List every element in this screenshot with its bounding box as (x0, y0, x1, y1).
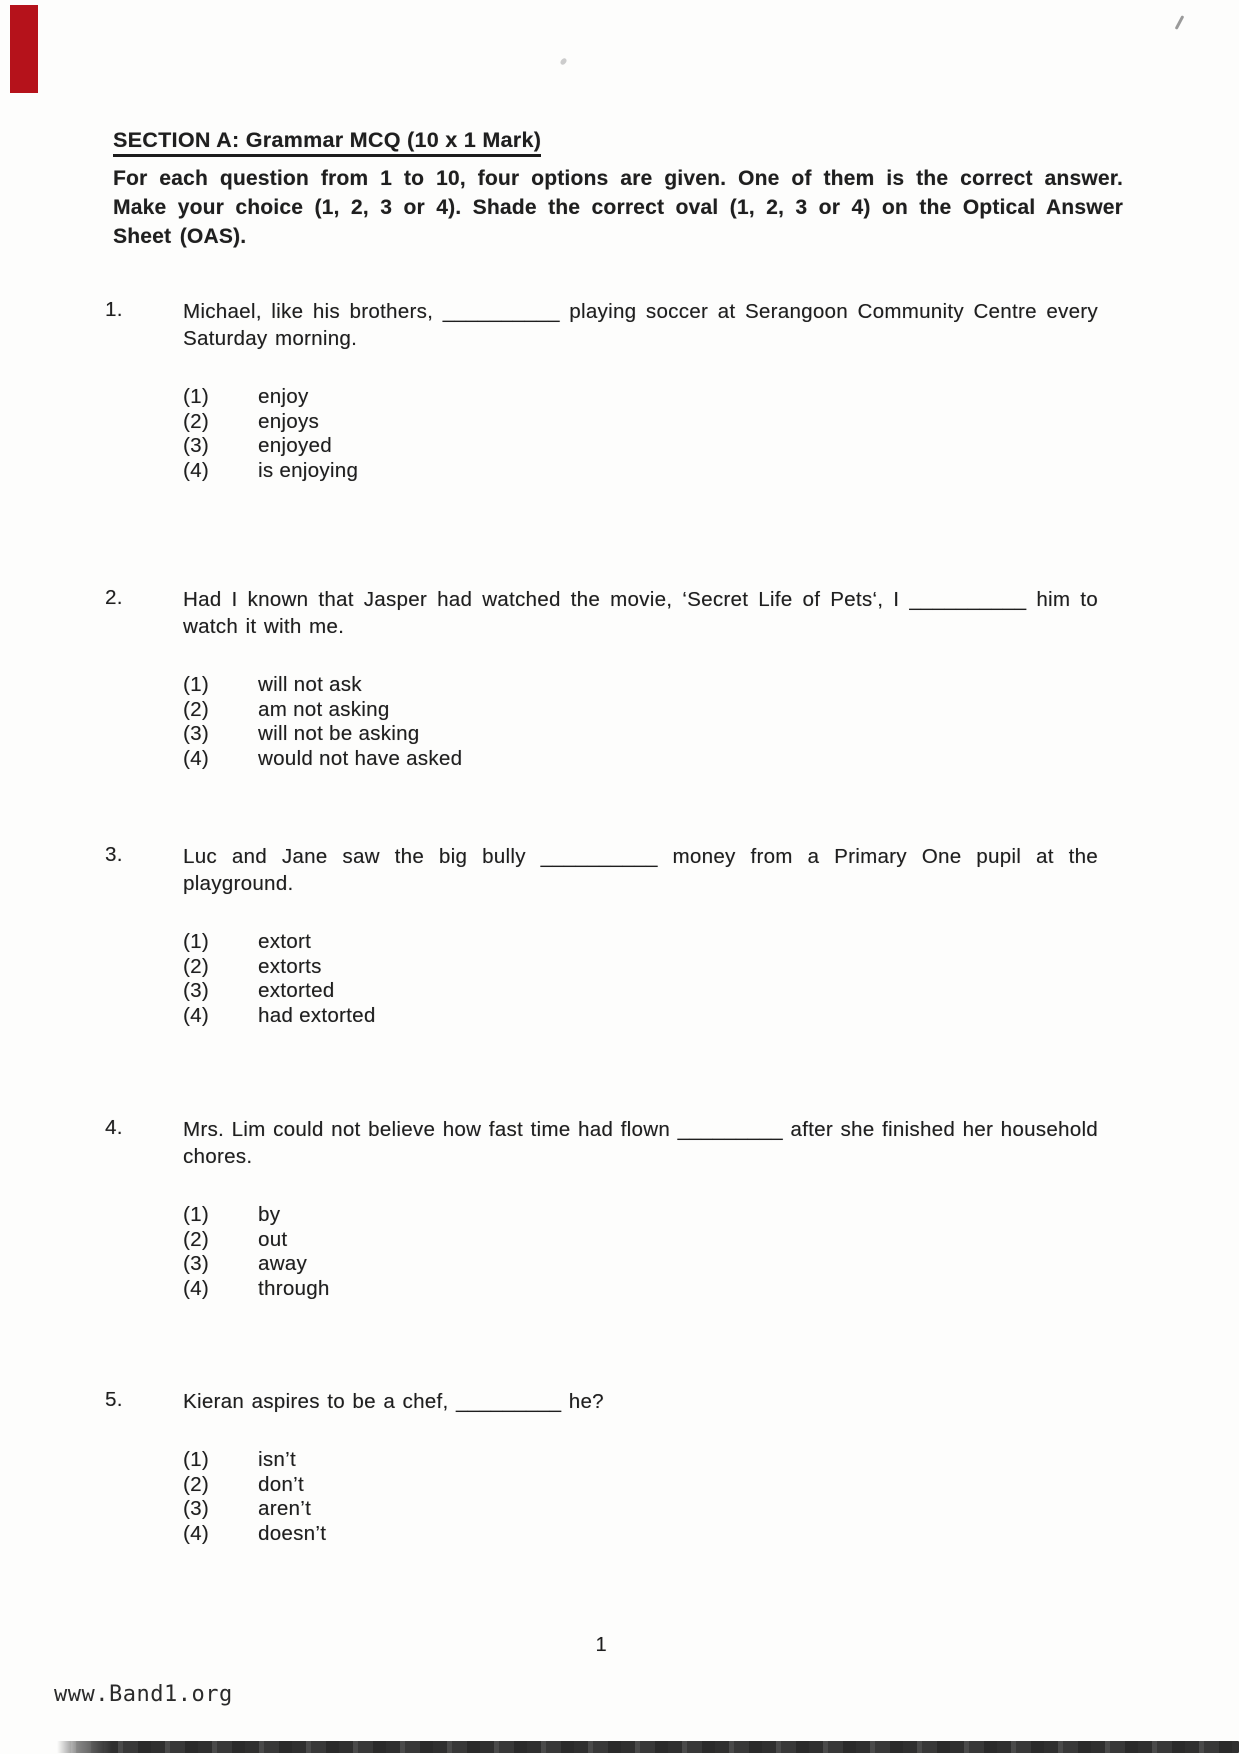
question-number: 3. (105, 843, 123, 866)
option-text: extort (258, 930, 312, 953)
option-text: enjoyed (258, 434, 332, 457)
option-row (183, 979, 1115, 1004)
section-header (113, 128, 1123, 251)
options-list (183, 1448, 1115, 1546)
option-label: (2) (183, 1227, 209, 1251)
section-instructions: For each question from 1 to 10, four options are given. One of them is the correct answer. Make your choice (1, 2, 3 or 4). Shade the correct oval (1, 2, 3 or 4) on the Optical Answer Sheet (OAS). (113, 167, 1123, 248)
option-text: am not asking (258, 697, 390, 721)
question-block (105, 843, 1115, 1028)
option-label: (1) (183, 1448, 209, 1471)
option-label: (2) (183, 697, 209, 721)
option-row (183, 722, 1115, 747)
option-label: (3) (183, 1497, 209, 1520)
option-row (183, 1522, 1115, 1547)
option-label: (4) (183, 1003, 209, 1027)
option-text: will not be asking (258, 722, 420, 745)
section-title: SECTION A: Grammar MCQ (10 x 1 Mark) (113, 128, 541, 157)
red-corner-mark (10, 5, 38, 93)
option-row (183, 1228, 1115, 1253)
option-label: (3) (183, 1252, 209, 1275)
option-text: will not ask (258, 673, 362, 696)
option-text: extorts (258, 954, 322, 978)
option-label: (4) (183, 1521, 209, 1545)
scan-dot (559, 57, 567, 66)
question-text: Had I known that Jasper had watched the movie, ‘Secret Life of Pets‘, I __________ him to watch it with me. (183, 588, 1098, 638)
question-number: 1. (105, 298, 123, 321)
option-label: (4) (183, 1276, 209, 1300)
option-row (183, 410, 1115, 435)
option-text: out (258, 1227, 288, 1251)
watermark: www.Band1.org (54, 1682, 233, 1707)
question-block (105, 298, 1115, 483)
option-label: (1) (183, 385, 209, 408)
option-row (183, 930, 1115, 955)
question-block (105, 1116, 1115, 1301)
option-text: away (258, 1252, 308, 1275)
question-text: Michael, like his brothers, __________ playing soccer at Serangoon Community Centre every Saturday morning. (183, 300, 1098, 350)
option-label: (4) (183, 746, 209, 770)
option-row (183, 673, 1115, 698)
option-label: (1) (183, 930, 209, 953)
question-number: 5. (105, 1388, 123, 1411)
option-row (183, 459, 1115, 484)
option-row (183, 1203, 1115, 1228)
question-text: Kieran aspires to be a chef, _________ he? (183, 1390, 604, 1413)
scan-edge-bar (57, 1741, 1239, 1753)
option-label: (3) (183, 434, 209, 457)
option-text: doesn’t (258, 1521, 327, 1545)
question-block (105, 1388, 1115, 1546)
option-label: (1) (183, 1203, 209, 1226)
option-row (183, 1448, 1115, 1473)
options-list (183, 930, 1115, 1028)
option-text: enjoy (258, 385, 309, 408)
option-text: don’t (258, 1472, 304, 1496)
option-label: (4) (183, 458, 209, 482)
question-text: Luc and Jane saw the big bully __________ money from a Primary One pupil at the playground. (183, 845, 1098, 895)
option-row (183, 747, 1115, 772)
options-list (183, 673, 1115, 771)
option-text: would not have asked (258, 746, 463, 770)
question-number: 2. (105, 586, 123, 609)
scan-scratch-mark (1175, 15, 1185, 30)
option-row (183, 434, 1115, 459)
option-label: (2) (183, 409, 209, 433)
question-block (105, 586, 1115, 771)
option-label: (3) (183, 979, 209, 1002)
option-row (183, 698, 1115, 723)
option-text: isn’t (258, 1448, 296, 1471)
option-row (183, 1252, 1115, 1277)
options-list (183, 385, 1115, 483)
option-text: is enjoying (258, 458, 359, 482)
option-row (183, 385, 1115, 410)
option-row (183, 1497, 1115, 1522)
question-text: Mrs. Lim could not believe how fast time had flown _________ after she finished her household chores. (183, 1118, 1098, 1168)
option-row (183, 1004, 1115, 1029)
option-label: (2) (183, 954, 209, 978)
options-list (183, 1203, 1115, 1301)
option-row (183, 1473, 1115, 1498)
option-row (183, 1277, 1115, 1302)
option-row (183, 955, 1115, 980)
option-text: through (258, 1276, 330, 1300)
option-text: by (258, 1203, 281, 1226)
option-text: had extorted (258, 1003, 376, 1027)
option-text: extorted (258, 979, 335, 1002)
option-label: (1) (183, 673, 209, 696)
option-text: aren’t (258, 1497, 312, 1520)
option-text: enjoys (258, 409, 320, 433)
question-number: 4. (105, 1116, 123, 1139)
page-number: 1 (595, 1634, 607, 1656)
option-label: (2) (183, 1472, 209, 1496)
option-label: (3) (183, 722, 209, 745)
